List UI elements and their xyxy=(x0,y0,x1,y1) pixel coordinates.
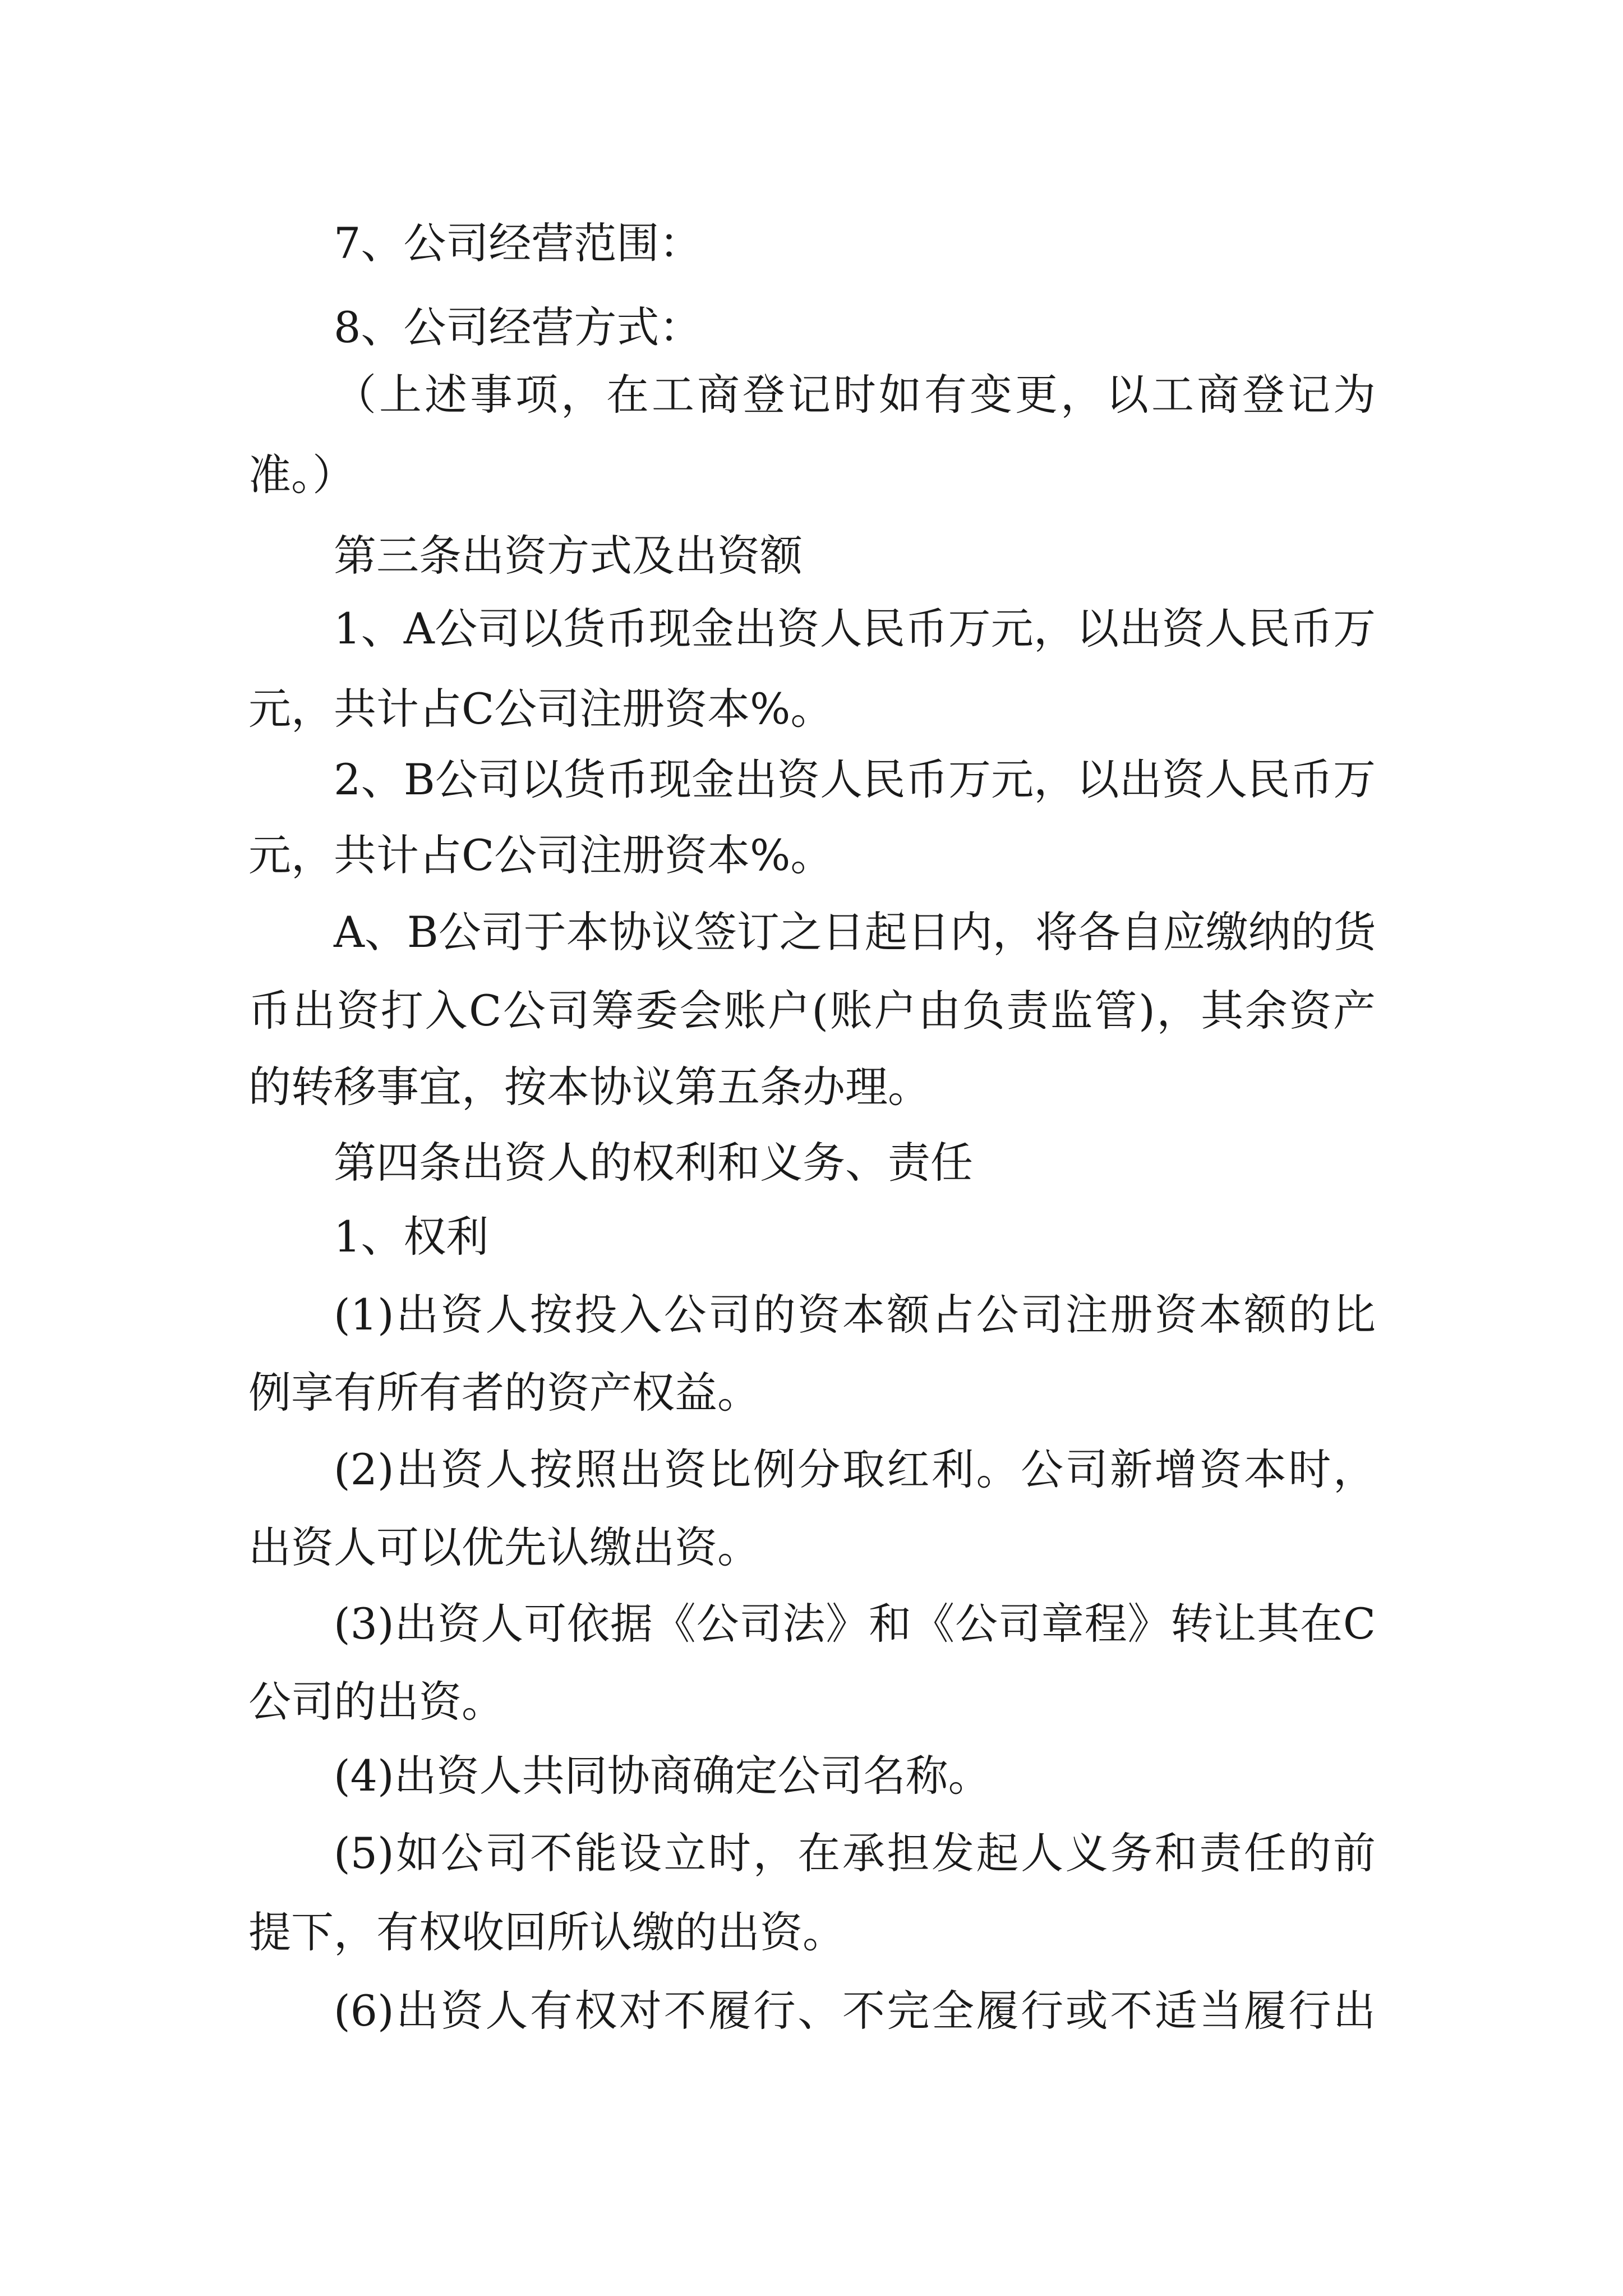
article-3-item-1-line-1: 1、A公司以货币现金出资人民币万元，以出资人民币万 xyxy=(334,604,1376,654)
right-1-line-2: 例享有所有者的资产权益。 xyxy=(248,1368,760,1418)
article-3-item-1-line-2: 元，共计占C公司注册资本%。 xyxy=(248,684,833,734)
right-5-line-2: 提下，有权收回所认缴的出资。 xyxy=(248,1907,845,1957)
article-3-payment-line-2: 币出资打入C公司筹委会账户(账户由负责监管)，其余资产 xyxy=(248,986,1376,1036)
right-4: (4)出资人共同协商确定公司名称。 xyxy=(334,1751,991,1801)
article-3-heading: 第三条出资方式及出资额 xyxy=(334,531,803,581)
right-5-line-1: (5)如公司不能设立时，在承担发起人义务和责任的前 xyxy=(334,1828,1376,1878)
rights-heading: 1、权利 xyxy=(334,1212,489,1262)
article-3-payment-line-3: 的转移事宜，按本协议第五条办理。 xyxy=(248,1062,930,1112)
article-3-item-2-line-2: 元，共计占C公司注册资本%。 xyxy=(248,830,833,880)
article-4-heading: 第四条出资人的权利和义务、责任 xyxy=(334,1138,973,1188)
article-3-payment-line-1: A、B公司于本协议签订之日起日内，将各自应缴纳的货 xyxy=(334,907,1376,957)
right-3-line-2: 公司的出资。 xyxy=(248,1677,504,1727)
registration-note-line-1: （上述事项，在工商登记时如有变更，以工商登记为 xyxy=(334,370,1376,420)
right-2-line-1: (2)出资人按照出资比例分取红利。公司新增资本时， xyxy=(334,1444,1376,1494)
right-6-line-1: (6)出资人有权对不履行、不完全履行或不适当履行出 xyxy=(334,1986,1376,2036)
right-2-line-2: 出资人可以优先认缴出资。 xyxy=(248,1522,760,1572)
article-3-item-2-line-1: 2、B公司以货币现金出资人民币万元，以出资人民币万 xyxy=(334,754,1376,804)
right-3-line-1: (3)出资人可依据《公司法》和《公司章程》转让其在C xyxy=(334,1599,1376,1649)
item-8-business-mode: 8、公司经营方式： xyxy=(334,302,702,352)
right-1-line-1: (1)出资人按投入公司的资本额占公司注册资本额的比 xyxy=(334,1290,1376,1340)
registration-note-line-2: 准。） xyxy=(248,450,355,500)
item-7-business-scope: 7、公司经营范围： xyxy=(334,218,702,268)
